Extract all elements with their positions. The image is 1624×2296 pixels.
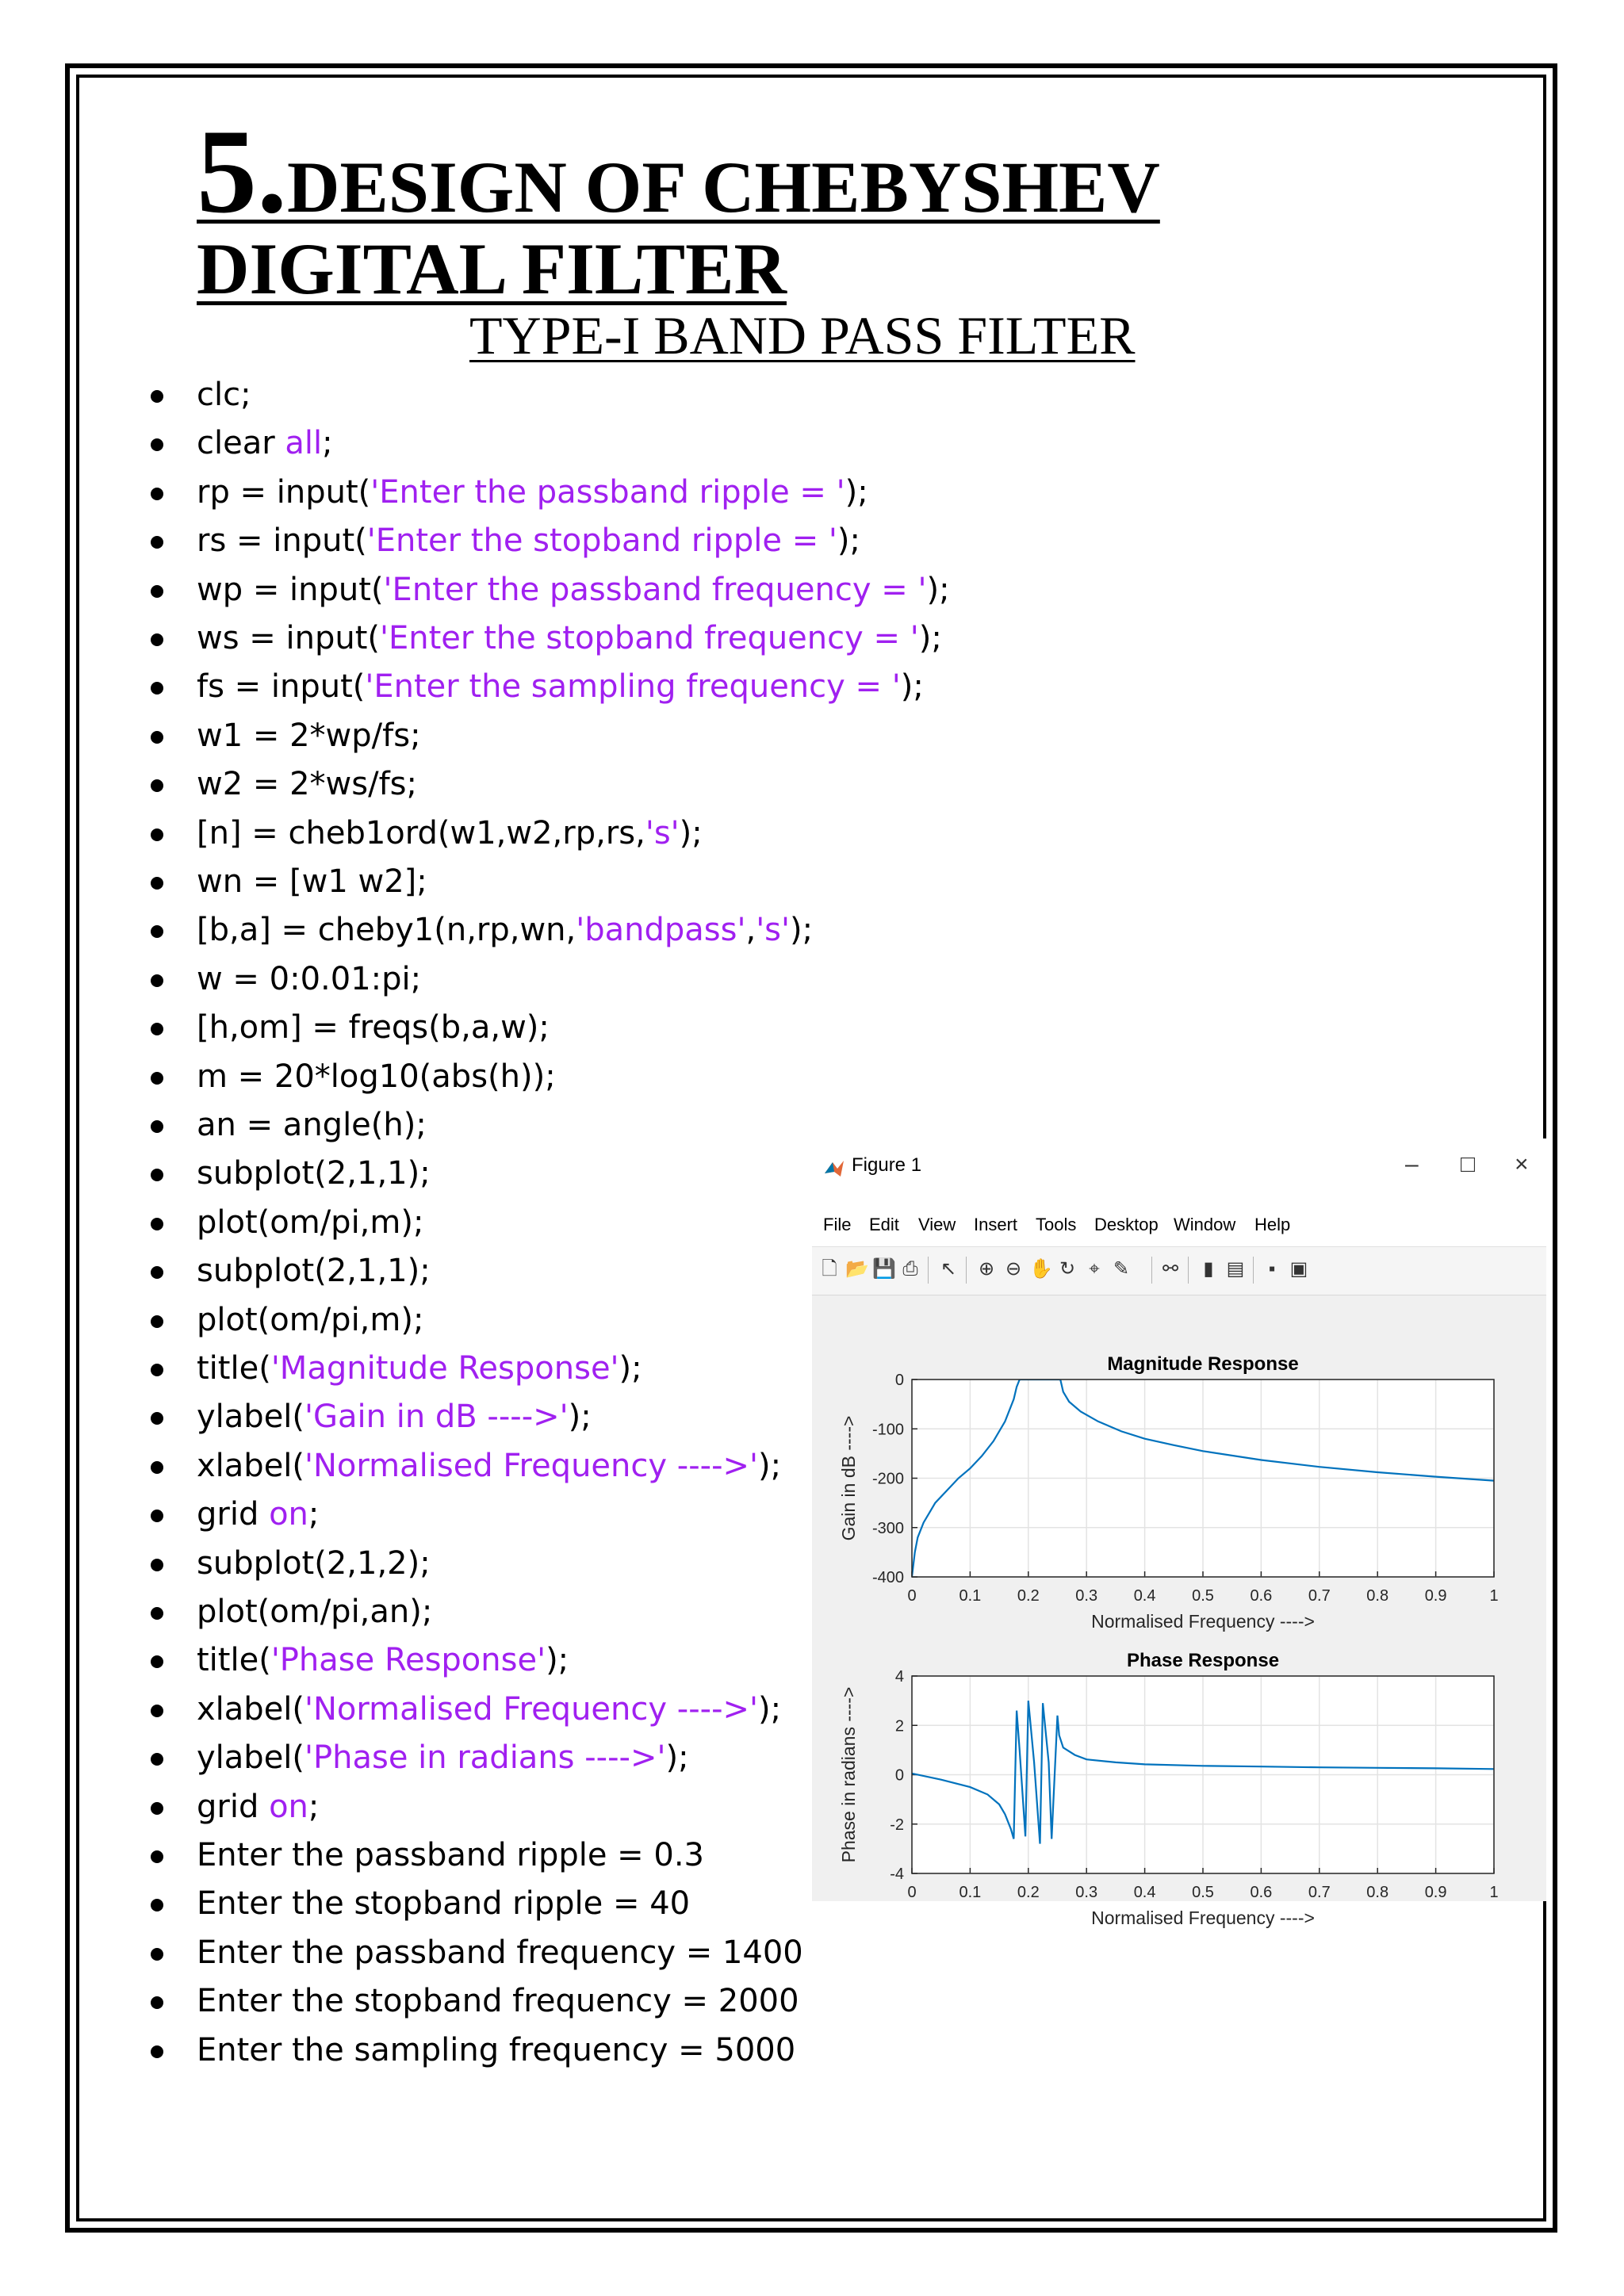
code-text: ylabel(: [197, 1739, 305, 1777]
code-text: );: [758, 1447, 782, 1484]
code-text: ;: [308, 1496, 320, 1533]
code-line: [197, 1199, 423, 1247]
code-string-literal: 'Enter the sampling frequency = ': [365, 668, 901, 706]
x-tick-label: 0.2: [1017, 1587, 1040, 1605]
x-tick-label: 0.8: [1366, 1587, 1389, 1605]
code-line: [197, 1053, 556, 1101]
x-tick-label: 0.3: [1075, 1587, 1098, 1605]
code-text: Enter the sampling frequency = 5000: [197, 2031, 796, 2068]
code-line: [197, 1783, 319, 1831]
code-text: title(: [197, 1350, 271, 1387]
print-icon[interactable]: ⎙: [902, 1258, 918, 1280]
window-titlebar: [812, 1138, 1546, 1207]
x-tick-label: 0.6: [1250, 1884, 1273, 1901]
code-string-literal: 'Magnitude Response': [270, 1350, 619, 1387]
code-line: [197, 1880, 690, 1928]
code-text: );: [758, 1690, 782, 1728]
code-text: );: [837, 522, 861, 560]
chart-title: Magnitude Response: [1107, 1353, 1299, 1375]
legend-icon[interactable]: ▤: [1226, 1258, 1245, 1280]
code-line: [197, 1296, 423, 1345]
x-tick-label: 0.7: [1308, 1884, 1331, 1901]
code-line: [197, 1345, 642, 1393]
code-line: [197, 1636, 569, 1685]
code-text: grid: [197, 1788, 270, 1825]
code-line: [197, 1540, 431, 1588]
new-figure-icon[interactable]: 🗋: [822, 1258, 837, 1280]
open-file-icon[interactable]: 📂: [845, 1258, 869, 1280]
rotate-3d-icon[interactable]: ↻: [1059, 1258, 1076, 1280]
code-line: [197, 1490, 319, 1539]
x-tick-label: 0.1: [959, 1587, 982, 1605]
code-line: [197, 1150, 431, 1198]
code-text: plot(om/pi,m);: [197, 1301, 424, 1338]
code-text: clear: [197, 425, 285, 462]
y-tick-label: -4: [890, 1866, 904, 1883]
data-cursor-icon[interactable]: ⌖: [1089, 1258, 1100, 1280]
menu-desktop[interactable]: Desktop: [1094, 1215, 1159, 1234]
code-text: wn = [w1 w2];: [197, 863, 427, 900]
y-axis-label: Gain in dB ---->: [838, 1415, 859, 1541]
y-tick-label: -300: [871, 1519, 904, 1537]
code-line: [197, 712, 421, 760]
code-text: plot(om/pi,an);: [197, 1594, 433, 1630]
code-text: );: [665, 1739, 689, 1777]
code-string-literal: 'Enter the passband frequency = ': [383, 571, 927, 608]
menu-edit[interactable]: Edit: [869, 1215, 899, 1234]
code-text: grid: [197, 1496, 270, 1533]
code-text: ws = input(: [197, 620, 380, 656]
code-line: [197, 614, 942, 663]
code-string-literal: 'Gain in dB ---->': [304, 1399, 569, 1436]
code-line: [197, 1977, 799, 2026]
x-tick-label: 1: [1489, 1884, 1499, 1901]
toolbar-separator: [1253, 1257, 1254, 1284]
code-text: rs = input(: [197, 522, 367, 560]
pan-icon[interactable]: ✋: [1029, 1258, 1053, 1280]
code-string-literal: 'Enter the passband ripple = ': [370, 473, 845, 511]
x-tick-label: 0.1: [959, 1884, 982, 1901]
y-tick-label: -400: [871, 1569, 904, 1586]
code-text: clc;: [197, 377, 251, 413]
heading-number: 5.: [197, 105, 287, 238]
x-tick-label: 0.9: [1424, 1587, 1447, 1605]
code-line: [197, 1734, 689, 1782]
code-line: [197, 906, 813, 955]
zoom-out-icon[interactable]: ⊖: [1005, 1258, 1022, 1280]
code-line: [197, 371, 251, 419]
code-line: [197, 1101, 427, 1150]
code-text: Enter the passband frequency = 1400: [197, 1934, 803, 1971]
code-text: w = 0:0.01:pi;: [197, 960, 422, 997]
code-line: [197, 760, 417, 809]
code-text: ,: [745, 912, 756, 949]
y-tick-label: 0: [894, 1372, 904, 1389]
x-tick-label: 0.9: [1424, 1884, 1447, 1901]
code-text: wp = input(: [197, 571, 384, 608]
x-tick-label: 0.8: [1366, 1884, 1389, 1901]
code-text: ;: [322, 425, 333, 462]
code-text: Enter the stopband frequency = 2000: [197, 1983, 799, 2020]
x-tick-label: 0: [907, 1587, 917, 1605]
code-string-literal: 's': [756, 912, 791, 949]
figure-toolbar: [812, 1246, 1546, 1295]
x-tick-label: 0.4: [1133, 1587, 1156, 1605]
colorbar-icon[interactable]: ▮: [1203, 1258, 1214, 1280]
code-text: rp = input(: [197, 473, 371, 511]
brush-icon[interactable]: ✎: [1113, 1258, 1130, 1280]
code-text: xlabel(: [197, 1690, 305, 1728]
heading-line-1: [197, 105, 1160, 238]
code-text: );: [546, 1642, 569, 1679]
code-line: [197, 566, 950, 614]
toolbar-separator: [966, 1257, 967, 1284]
code-line: [197, 2026, 795, 2075]
code-line: [197, 1686, 781, 1734]
menu-file[interactable]: File: [823, 1215, 852, 1234]
chart-title: Phase Response: [1126, 1650, 1280, 1671]
code-line: [197, 1442, 781, 1490]
code-text: );: [900, 668, 924, 706]
code-text: an = angle(h);: [197, 1107, 427, 1143]
menu-help[interactable]: Help: [1254, 1215, 1291, 1234]
window-title: Figure 1: [852, 1154, 922, 1176]
code-text: [n] = cheb1ord(w1,w2,rp,rs,: [197, 814, 645, 851]
pointer-icon[interactable]: ↖: [940, 1258, 957, 1280]
code-text: ylabel(: [197, 1399, 305, 1436]
code-line: [197, 1004, 550, 1052]
y-tick-label: 0: [894, 1766, 904, 1785]
y-tick-label: -2: [890, 1816, 904, 1834]
code-text: w2 = 2*ws/fs;: [197, 766, 417, 803]
x-tick-label: 0.7: [1308, 1587, 1331, 1605]
y-tick-label: -200: [871, 1470, 904, 1488]
code-string-literal: 'Normalised Frequency ---->': [304, 1447, 759, 1484]
zoom-in-icon[interactable]: ⊕: [978, 1258, 995, 1280]
code-line: [197, 809, 703, 858]
menu-view[interactable]: View: [918, 1215, 956, 1234]
toolbar-separator: [1151, 1257, 1152, 1284]
code-line: [197, 517, 860, 565]
code-text: fs = input(: [197, 668, 366, 706]
code-text: Enter the passband ripple = 0.3: [197, 1837, 704, 1873]
code-text: );: [926, 571, 950, 608]
code-text: title(: [197, 1642, 271, 1679]
heading-line-2: DIGITAL FILTER: [197, 228, 787, 309]
toolbar-separator: [928, 1257, 929, 1284]
menu-insert[interactable]: Insert: [974, 1215, 1018, 1234]
heading-title: DESIGN OF CHEBYSHEV: [287, 147, 1160, 228]
code-text: );: [790, 912, 814, 949]
code-string-literal: 'Phase Response': [270, 1642, 546, 1679]
y-tick-label: -100: [871, 1421, 904, 1439]
x-axis-label: Normalised Frequency ---->: [1091, 1908, 1315, 1928]
code-line: [197, 858, 427, 906]
x-tick-label: 1: [1489, 1587, 1499, 1605]
code-string-literal: all: [285, 425, 323, 462]
code-text: subplot(2,1,1);: [197, 1253, 431, 1290]
code-line: [197, 1588, 432, 1636]
code-text: m = 20*log10(abs(h));: [197, 1058, 556, 1095]
code-string-literal: 's': [645, 814, 680, 851]
code-text: );: [679, 814, 703, 851]
matlab-figure-window: [812, 1138, 1546, 1928]
code-string-literal: 'Normalised Frequency ---->': [304, 1690, 759, 1728]
code-text: );: [619, 1350, 642, 1387]
code-line: [197, 955, 421, 1004]
x-tick-label: 0.2: [1017, 1884, 1040, 1901]
show-plot-tools-icon[interactable]: ▣: [1289, 1258, 1308, 1280]
figure-plot-area: [812, 1294, 1546, 1928]
x-tick-label: 0: [907, 1884, 917, 1901]
matlab-logo-icon: [823, 1158, 845, 1180]
menu-bar: [812, 1207, 1546, 1246]
code-string-literal: 'Enter the stopband frequency = ': [380, 620, 919, 656]
toolbar-separator: [1188, 1257, 1189, 1284]
menu-window[interactable]: Window: [1174, 1215, 1236, 1234]
code-string-literal: 'Enter the stopband ripple = ': [366, 522, 837, 560]
code-text: [b,a] = cheby1(n,rp,wn,: [197, 912, 576, 949]
code-text: plot(om/pi,m);: [197, 1203, 424, 1241]
code-text: Enter the stopband ripple = 40: [197, 1885, 691, 1923]
code-text: w1 = 2*wp/fs;: [197, 717, 421, 754]
x-axis-label: Normalised Frequency ---->: [1091, 1611, 1315, 1632]
code-text: [h,om] = freqs(b,a,w);: [197, 1009, 550, 1047]
close-button[interactable]: ×: [1515, 1151, 1529, 1177]
code-text: subplot(2,1,2);: [197, 1544, 431, 1582]
x-tick-label: 0.5: [1192, 1884, 1214, 1901]
code-text: subplot(2,1,1);: [197, 1155, 431, 1192]
code-line: [197, 1393, 592, 1441]
code-string-literal: on: [269, 1496, 308, 1533]
code-string-literal: 'bandpass': [576, 912, 746, 949]
x-tick-label: 0.4: [1133, 1884, 1156, 1901]
save-icon[interactable]: 💾: [872, 1258, 896, 1280]
code-text: xlabel(: [197, 1447, 305, 1484]
code-line: [197, 469, 868, 517]
subheading: TYPE-I BAND PASS FILTER: [469, 305, 1136, 365]
y-axis-label: Phase in radians ---->: [838, 1686, 859, 1863]
x-tick-label: 0.5: [1192, 1587, 1214, 1605]
menu-tools[interactable]: Tools: [1036, 1215, 1077, 1234]
maximize-button[interactable]: □: [1461, 1151, 1476, 1177]
code-string-literal: 'Phase in radians ---->': [304, 1739, 666, 1777]
code-text: ;: [308, 1788, 320, 1825]
code-line: [197, 1831, 704, 1880]
code-text: );: [568, 1399, 592, 1436]
x-tick-label: 0.6: [1250, 1587, 1273, 1605]
code-text: );: [918, 620, 942, 656]
code-line: [197, 1247, 431, 1295]
code-line: [197, 1929, 803, 1977]
hide-plot-tools-icon[interactable]: ▪: [1268, 1258, 1276, 1280]
link-plot-icon[interactable]: ⚯: [1162, 1258, 1179, 1280]
code-text: );: [845, 473, 868, 511]
minimize-button[interactable]: –: [1405, 1151, 1419, 1177]
y-tick-label: 4: [894, 1668, 904, 1686]
x-tick-label: 0.3: [1075, 1884, 1098, 1901]
code-line: [197, 663, 924, 711]
code-string-literal: on: [269, 1788, 308, 1825]
code-line: [197, 419, 333, 468]
y-tick-label: 2: [894, 1717, 904, 1735]
